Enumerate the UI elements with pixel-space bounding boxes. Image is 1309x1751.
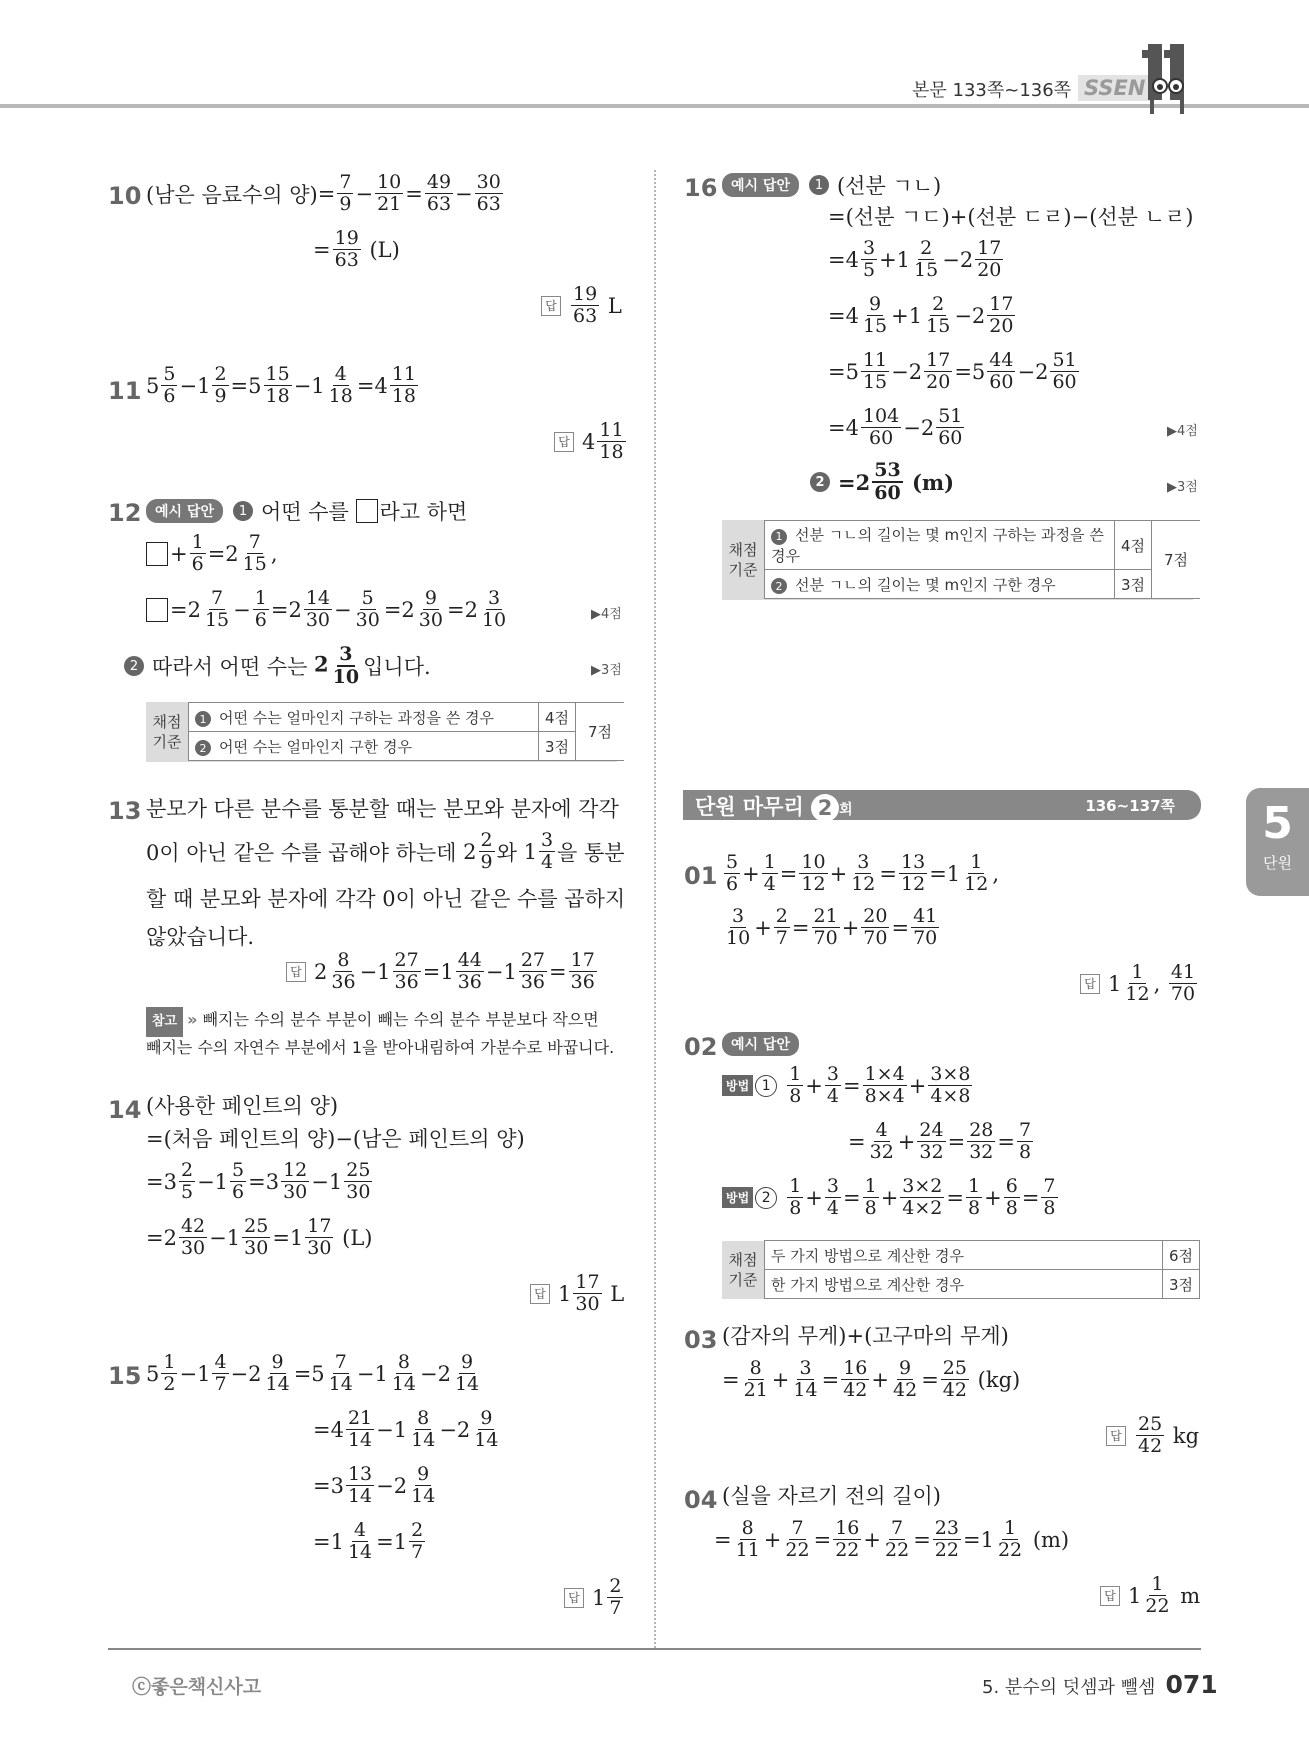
p16-points-2: ▶3점 — [1167, 480, 1198, 495]
problem-number: 02 — [684, 1033, 718, 1061]
p10-unit: (L) — [369, 237, 400, 262]
grading-text: 어떤 수는 얼마인지 구하는 과정을 쓴 경우 — [219, 708, 494, 727]
grading-text: 한 가지 방법으로 계산한 경우 — [765, 1270, 1163, 1299]
p14-line-3: =3 2 5 −1 5 6 =3 12 30 −1 25 30 — [146, 1159, 371, 1203]
p16-points-1: ▶4점 — [1167, 424, 1198, 439]
grading-text: 두 가지 방법으로 계산한 경우 — [765, 1241, 1163, 1270]
q02-line-3: 방법 2 1 8 + 3 4 = 1 8 + 3×2 4×2 = 1 8 + 6 8 = 7 8 — [722, 1176, 1060, 1219]
column-divider — [654, 170, 656, 1648]
p11-answer: 답 4 11 18 — [554, 420, 628, 463]
answer-mark: 답 — [530, 1284, 550, 1304]
p13-line-4: 않았습니다. — [146, 925, 255, 949]
grading-points: 4점 — [1115, 521, 1152, 570]
answer-mark: 답 — [541, 296, 561, 316]
p10-line-2: = 19 63 (L) — [313, 227, 400, 271]
section-title: 단원 마무리 — [695, 795, 804, 819]
p10-text: (남은 음료수의 양) — [146, 182, 318, 207]
step-2-icon: 2 — [195, 740, 211, 756]
p14-unit: (L) — [342, 1225, 373, 1250]
p16-line-1 — [722, 170, 941, 200]
p13-reference-2: 빼지는 수의 자연수 부분에서 1을 받아내림하여 가분수로 바꿉니다. — [146, 1038, 615, 1057]
method-2-icon: 방법 2 — [722, 1187, 777, 1209]
header-rule — [0, 104, 1309, 108]
q04-line-1: (실을 자르기 전의 길이) — [722, 1484, 941, 1508]
p11-line-1: 5 5 6 −1 2 9 =5 15 18 −1 4 18 =4 11 18 — [146, 363, 416, 407]
p13-text: 와 — [496, 840, 517, 865]
p15-answer: 답 1 2 7 — [564, 1576, 625, 1619]
p15-line-2: =4 21 14 −1 8 14 −2 9 14 — [313, 1407, 499, 1451]
answer-mark: 답 — [1106, 1426, 1126, 1446]
method-1-icon: 방법 1 — [722, 1075, 777, 1097]
q02-line-1: 방법 1 1 8 + 3 4 = 1×4 8×4 + 3×8 4×8 — [722, 1064, 974, 1107]
chapter-title: 5. 분수의 덧셈과 뺄셈 — [982, 1677, 1156, 1698]
p16-line-3: =4 3 5 +1 2 15 −2 17 20 — [828, 237, 1002, 281]
step-1-icon: 1 — [809, 175, 829, 195]
page-number: 071 — [1165, 1670, 1218, 1699]
method-label: 방법 — [722, 1187, 753, 1208]
grading-head: 채점 — [728, 1250, 758, 1269]
p16-line-7: 2 =2 53 60 (m) — [810, 460, 954, 504]
grading-text: 선분 ㄱㄴ의 길이는 몇 m인지 구하는 과정을 쓴 경우 — [771, 526, 1104, 565]
grading-head: 채점 — [728, 540, 758, 559]
p13-line-1: 분모가 다른 분수를 통분할 때는 분모와 분자에 각각 — [146, 797, 619, 821]
p16-text: (선분 ㄱㄴ) — [836, 174, 942, 198]
step-2-icon: 2 — [810, 472, 830, 492]
problem-number: 16 — [684, 174, 718, 202]
grading-points: 4점 — [539, 703, 576, 732]
p12-grading-table — [146, 702, 624, 761]
p16-line-2: =(선분 ㄱㄷ)+(선분 ㄷㄹ)−(선분 ㄴㄹ) — [828, 205, 1194, 229]
chapter-label: 단원 — [1263, 854, 1292, 872]
footer-rule — [108, 1648, 1201, 1650]
problem-number: 12 — [108, 499, 142, 527]
p13-text: 을 통분 — [557, 840, 625, 865]
p15-line-3: =3 13 14 −2 9 14 — [313, 1463, 436, 1507]
p12-points-2: ▶3점 — [591, 663, 622, 678]
grading-text: 선분 ㄱㄴ의 길이는 몇 m인지 구한 경우 — [795, 575, 1056, 594]
p12-line-3: =2 7 15 − 1 6 =2 14 30 − 5 30 =2 9 30 =2 3 10 — [146, 588, 510, 631]
grading-points: 6점 — [1163, 1241, 1200, 1270]
grading-head: 기준 — [152, 732, 182, 751]
problem-number: 11 — [108, 377, 142, 405]
grading-points: 3점 — [1163, 1270, 1200, 1299]
p16-line-5: =5 11 15 −2 17 20 =5 44 60 −2 51 60 — [828, 349, 1077, 393]
p13-line-2: 0이 아닌 같은 수를 곱해야 하는데 2 2 9 와 1 3 4 을 통분 — [146, 829, 625, 873]
answer-mark: 답 — [286, 962, 306, 982]
q02-line-2: = 4 32 + 24 32 = 28 32 = 7 8 — [848, 1119, 1032, 1163]
p16-unit: (m) — [911, 469, 955, 495]
chapter-number: 5 — [1262, 798, 1293, 849]
step-1-icon: 1 — [771, 529, 787, 545]
p14-line-4: =2 42 30 −1 25 30 =1 17 30 (L) — [146, 1215, 373, 1259]
p14-line-2: =(처음 페인트의 양)−(남은 페인트의 양) — [146, 1127, 525, 1151]
p12-text: 입니다. — [363, 655, 431, 679]
p15-line-4: =1 4 14 =1 2 7 — [313, 1519, 424, 1563]
p10-line-1: (남은 음료수의 양) = 7 9 − 10 21 = 49 63 − 30 63 — [146, 171, 501, 215]
answer-mark: 답 — [1080, 974, 1100, 994]
p14-answer-unit: L — [610, 1281, 625, 1306]
q04-answer-unit: m — [1180, 1583, 1201, 1608]
p12-points-1: ▶4점 — [591, 607, 622, 622]
grading-total: 7점 — [576, 703, 625, 761]
p13-text: 0이 아닌 같은 수를 곱해야 하는데 — [146, 840, 457, 865]
q01-line-2: 3 10 + 2 7 = 21 70 + 20 70 = 41 70 — [726, 905, 938, 949]
q03-answer: 답 25 42 kg — [1106, 1414, 1199, 1457]
chapter-side-tab — [1246, 788, 1309, 896]
problem-number: 04 — [684, 1486, 718, 1514]
p12-text: 어떤 수를 — [260, 500, 349, 524]
header-page-range: 본문 133쪽~136쪽 — [912, 80, 1072, 101]
section-pages: 136~137쪽 — [1085, 797, 1175, 815]
unit-review-title — [695, 791, 853, 822]
mascot-logo-icon — [1140, 40, 1202, 118]
q01-answer: 답 1 1 12 , 41 70 — [1080, 962, 1199, 1005]
problem-number: 14 — [108, 1096, 142, 1124]
q02-badge-line — [722, 1032, 809, 1056]
p15-line-1: 5 1 2 −1 4 7 −2 9 14 =5 7 14 −1 8 14 −2 9 14 — [146, 1351, 480, 1395]
footer-chapter — [982, 1670, 1218, 1699]
example-answer-badge: 예시 답안 — [722, 173, 799, 197]
grading-total: 7점 — [1152, 521, 1201, 599]
step-2-icon: 2 — [771, 578, 787, 594]
p13-answer: 답 2 8 36 −1 27 36 =1 44 36 −1 27 36 = 17 36 — [286, 950, 599, 993]
round-number: 2 — [811, 794, 839, 822]
blank-box-icon — [356, 499, 378, 523]
step-1-icon: 1 — [195, 711, 211, 727]
p10-answer-unit: L — [607, 293, 622, 318]
p10-answer: 답 19 63 L — [541, 284, 622, 327]
p13-line-3: 할 때 분모와 분자에 각각 0이 아닌 같은 수를 곱하지 — [146, 887, 626, 911]
p12-line-4: 2 따라서 어떤 수는 2 $\frac{3}{10}$ 입니다. — [124, 644, 431, 688]
method-label: 방법 — [722, 1075, 753, 1096]
example-answer-badge: 예시 답안 — [722, 1032, 799, 1056]
q03-line-1: (감자의 무게)+(고구마의 무게) — [722, 1324, 1009, 1348]
q01-line-1: 5 6 + 1 4 = 10 12 + 3 12 = 13 12 =1 1 12 , — [726, 851, 1000, 895]
reference-tag: 참고 — [146, 1007, 183, 1037]
grading-head: 기준 — [728, 1270, 758, 1289]
answer-mark: 답 — [564, 1588, 584, 1608]
grading-text: 어떤 수는 얼마인지 구한 경우 — [219, 737, 412, 756]
p16-grading-table — [722, 520, 1200, 599]
p16-line-6: =4 104 60 −2 51 60 — [828, 405, 963, 449]
grading-points: 3점 — [539, 732, 576, 761]
q03-unit: (kg) — [977, 1367, 1021, 1392]
example-answer-badge: 예시 답안 — [146, 499, 223, 523]
q04-unit: (m) — [1032, 1527, 1070, 1552]
step-2-icon: 2 — [124, 656, 144, 676]
q03-line-2: = 8 21 + 3 14 = 16 42 + 9 42 = 25 42 (kg) — [722, 1357, 1021, 1401]
problem-number: 10 — [108, 182, 142, 210]
brand-logo: SSEN — [1078, 75, 1150, 101]
problem-number: 15 — [108, 1362, 142, 1390]
problem-number: 13 — [108, 797, 142, 825]
grading-points: 3점 — [1115, 570, 1152, 599]
p14-line-1: (사용한 페인트의 양) — [146, 1094, 339, 1118]
publisher: ⓒ좋은책신사고 — [132, 1676, 262, 1698]
p12-line-2: + 1 6 =2 7 15 , — [146, 532, 278, 575]
answer-mark: 답 — [1100, 1586, 1120, 1606]
p12-line-1 — [146, 496, 467, 526]
q02-grading-table — [722, 1240, 1200, 1299]
q04-answer: 답 1 1 22 m — [1100, 1574, 1200, 1617]
p14-answer: 답 1 17 30 L — [530, 1272, 624, 1315]
step-1-icon: 1 — [233, 501, 253, 521]
p13-ref-text: 빼지는 수의 분수 부분이 빼는 수의 분수 부분보다 작으면 — [202, 1010, 599, 1029]
answer-mark: 답 — [554, 432, 574, 452]
p13-reference: 참고 » 빼지는 수의 분수 부분이 빼는 수의 분수 부분보다 작으면 — [146, 1006, 599, 1037]
p12-text: 따라서 어떤 수는 — [152, 655, 308, 679]
grading-head: 기준 — [728, 560, 758, 579]
unit-review-bar — [683, 790, 1201, 820]
problem-number: 03 — [684, 1326, 718, 1354]
q04-line-2: = 8 11 + 7 22 = 16 22 + 7 22 = 23 22 =1 1 22 (m) — [714, 1517, 1070, 1561]
p12-text: 라고 하면 — [379, 500, 468, 524]
blank-box-icon — [146, 542, 168, 566]
blank-box-icon — [146, 598, 168, 622]
grading-head: 채점 — [152, 712, 182, 731]
p16-line-4: =4 9 15 +1 2 15 −2 17 20 — [828, 293, 1014, 337]
round-suffix: 회 — [839, 802, 853, 818]
q03-answer-unit: kg — [1172, 1423, 1200, 1448]
problem-number: 01 — [684, 862, 718, 890]
